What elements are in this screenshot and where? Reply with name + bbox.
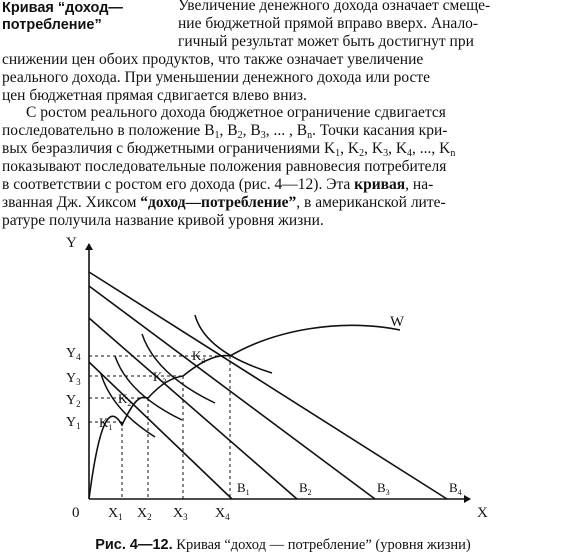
- x4-label: $X_4$: [215, 506, 230, 522]
- y-axis-label: Y: [66, 235, 77, 251]
- text-line-2: ние бюджетной прямой вправо вверх. Анало-: [178, 15, 479, 32]
- subscript: 2: [237, 130, 243, 141]
- text-run: вых безразличия с бюджетными ограничениями K: [2, 140, 336, 157]
- k3-label: $K_3$: [153, 369, 167, 386]
- figure-svg: [0, 232, 566, 534]
- subscript: 1: [214, 130, 220, 141]
- y4-label: $Y_4$: [66, 346, 81, 362]
- text-line-9: [2, 140, 455, 158]
- subscript: n: [450, 148, 456, 159]
- k1-label: $K_1$: [99, 415, 113, 432]
- text-line-5: реального дохода. При уменьшении денежного дохода или росте: [2, 69, 431, 86]
- text-line-8: [2, 122, 447, 140]
- income-consumption-curve: [89, 325, 400, 499]
- text-run: , K: [364, 140, 384, 157]
- text-run: , K: [340, 140, 360, 157]
- subscript: 3: [260, 130, 266, 141]
- text-run: , ..., K: [412, 140, 451, 157]
- subscript: 2: [359, 148, 365, 159]
- body-text: [0, 0, 566, 240]
- text-line-10: показывают последовательные положения равновесия потребителя: [2, 158, 447, 175]
- b3-label: $B_3$: [377, 480, 390, 497]
- text-run: званная Дж. Хиксом: [2, 194, 141, 211]
- b4-label: $B_4$: [449, 480, 462, 497]
- text-run: , B: [219, 122, 238, 139]
- k2-label: $K_2$: [118, 391, 132, 408]
- text-line-13: ратуре получила название кривой уровня жизни.: [2, 212, 324, 229]
- figure-income-consumption: [0, 232, 566, 534]
- budget-line-3: [89, 286, 375, 499]
- text-line-7: С ростом реального дохода бюджетное ограничение сдвигается: [26, 104, 446, 121]
- text-line-1: Увеличение денежного дохода означает смеще-: [178, 0, 491, 14]
- budget-line-4: [89, 272, 447, 499]
- x1-label: $X_1$: [108, 506, 123, 522]
- k4-label: $K_4$: [192, 348, 206, 365]
- figure-caption: [0, 536, 566, 554]
- text-line-4: снижении цен обоих продуктов, что также означает увеличение: [2, 51, 424, 68]
- b1-label: $B_1$: [237, 480, 250, 497]
- y2-label: $Y_2$: [66, 393, 81, 409]
- text-run: , K: [388, 140, 408, 157]
- bold-term: кривая: [354, 176, 406, 193]
- caption-prefix: Рис. 4—12.: [95, 537, 173, 553]
- margin-term-line-2: потребление”: [2, 17, 102, 33]
- x2-label: $X_2$: [137, 506, 152, 522]
- text-run: , ... , B: [265, 122, 308, 139]
- subscript: n: [307, 130, 313, 141]
- origin-label: 0: [72, 505, 80, 521]
- text-line-6: цен бюджетная прямая сдвигается влево вниз.: [2, 87, 307, 104]
- caption-text: Кривая “доход — потребление” (уровня жизни): [172, 537, 471, 553]
- text-run: , B: [242, 122, 261, 139]
- text-line-12: [2, 194, 446, 212]
- text-line-3: гичный результат может быть достигнут при: [178, 33, 474, 50]
- b2-label: $B_2$: [299, 480, 312, 497]
- text-run: , в американской лите-: [296, 194, 446, 211]
- text-run: последовательно в положение B: [2, 122, 215, 139]
- subscript: 4: [407, 148, 413, 159]
- bold-term: “доход—потребление”: [140, 194, 297, 211]
- y1-label: $Y_1$: [66, 415, 81, 431]
- margin-term-line-1: Кривая “доход—: [2, 0, 123, 16]
- subscript: 3: [383, 148, 389, 159]
- x3-label: $X_3$: [173, 506, 188, 522]
- text-run: в соответствии с ростом его дохода (рис. 4—12). Эта: [2, 176, 355, 193]
- curve-w-label: W: [390, 314, 405, 330]
- x-axis-label: X: [477, 505, 488, 521]
- subscript: 1: [335, 148, 341, 159]
- text-run: , на-: [405, 176, 434, 193]
- y3-label: $Y_3$: [66, 371, 81, 387]
- text-line-11: [2, 176, 433, 194]
- text-run: . Точки касания кри-: [312, 122, 448, 139]
